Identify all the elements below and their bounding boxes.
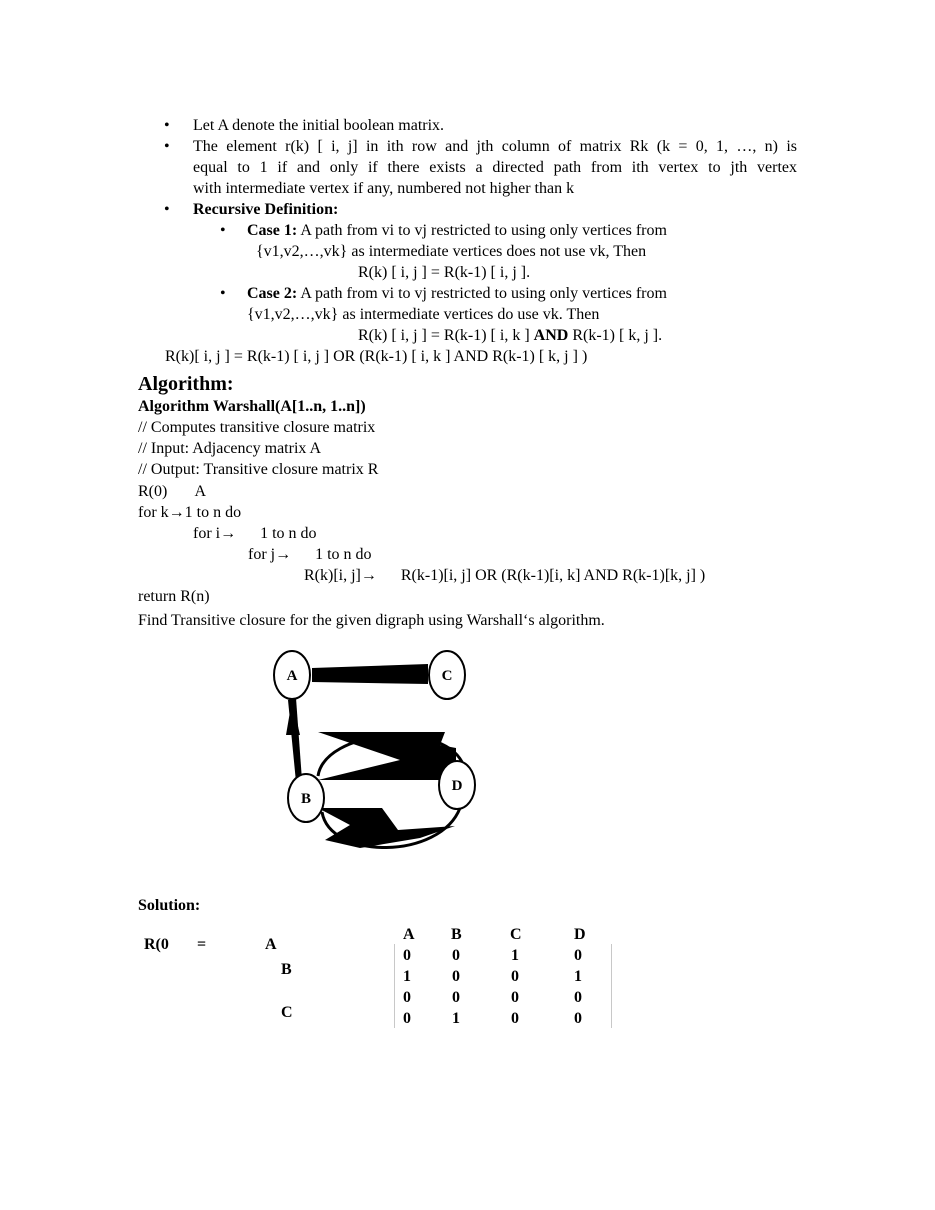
edge-b-d-upper-head <box>318 732 456 780</box>
bullet-dot: • <box>220 285 226 302</box>
node-C <box>429 651 465 699</box>
matrix-cell: 1 <box>574 968 582 985</box>
matrix-cell: 0 <box>574 947 582 964</box>
matrix-cell: 0 <box>511 989 519 1006</box>
edge-d-b-lower-head <box>318 808 455 848</box>
matrix-cell: 1 <box>452 1010 460 1027</box>
bullet-dot: • <box>164 117 170 134</box>
node-label-c: C <box>441 668 453 684</box>
node-label-d: D <box>451 778 463 794</box>
recursive-definition-heading: Recursive Definition: <box>193 201 339 218</box>
row-label-b: B <box>281 961 292 978</box>
algorithm-heading: Algorithm: <box>138 373 234 395</box>
matrix-cell: 1 <box>511 947 519 964</box>
algorithm-return: return R(n) <box>138 588 210 605</box>
matrix-cell: 0 <box>403 989 411 1006</box>
matrix-cell: 1 <box>403 968 411 985</box>
case2-formula-and: AND <box>533 327 569 344</box>
matrix-cell: 0 <box>403 947 411 964</box>
solution-heading: Solution: <box>138 897 201 914</box>
algorithm-for-j: for j→ 1 to n do <box>248 546 372 563</box>
bullet-element-line3: with intermediate vertex if any, numbered not higher than k <box>193 180 575 197</box>
case2-line2: {v1,v2,…,vk} as intermediate vertices do use vk. Then <box>247 306 600 323</box>
algorithm-body: R(k)[i, j]→ R(k-1)[i, j] OR (R(k-1)[i, k] AND R(k-1)[k, j] ) <box>304 567 706 584</box>
row-label-c: C <box>281 1004 293 1021</box>
case1-line2: {v1,v2,…,vk} as intermediate vertices does not use vk, Then <box>256 243 647 260</box>
bullet-element-line1: The element r(k) [ i, j] in ith row and jth column of matrix Rk (k = 0, 1, …, n) is <box>193 138 797 155</box>
bullet-dot: • <box>164 138 170 155</box>
col-header-d: D <box>574 926 586 943</box>
matrix-cell: 0 <box>574 989 582 1006</box>
algorithm-comment-1: // Computes transitive closure matrix <box>138 419 376 436</box>
algorithm-for-k: for k→1 to n do <box>138 504 242 521</box>
algorithm-comment-2: // Input: Adjacency matrix A <box>138 440 322 457</box>
bullet-dot: • <box>220 222 226 239</box>
algorithm-for-i: for i→ 1 to n do <box>193 525 317 542</box>
node-A <box>274 651 310 699</box>
col-header-b: B <box>451 926 462 943</box>
bullet-dot: • <box>164 201 170 218</box>
algorithm-comment-3: // Output: Transitive closure matrix R <box>138 461 379 478</box>
matrix-cell: 0 <box>403 1010 411 1027</box>
matrix-cell: 0 <box>511 1010 519 1027</box>
r0-label: R(0 <box>144 936 169 953</box>
matrix-right-bracket <box>611 944 612 1028</box>
node-B <box>288 774 324 822</box>
case1-label: Case 1: <box>247 222 298 239</box>
matrix-cell: 0 <box>452 968 460 985</box>
edge-b-a <box>286 698 302 782</box>
case2-formula-left: R(k) [ i, j ] = R(k-1) [ i, k ] <box>358 327 534 344</box>
case2-text: A path from vi to vj restricted to using only vertices from <box>297 285 667 302</box>
matrix-cell: 0 <box>452 947 460 964</box>
col-header-a: A <box>403 926 415 943</box>
matrix-cell: 0 <box>511 968 519 985</box>
problem-statement: Find Transitive closure for the given digraph using Warshall‘s algorithm. <box>138 612 605 629</box>
case1-text: A path from vi to vj restricted to using only vertices from <box>297 222 667 239</box>
node-label-a: A <box>286 668 298 684</box>
bullet-initial-matrix: Let A denote the initial boolean matrix. <box>193 117 445 134</box>
matrix-cell: 0 <box>574 1010 582 1027</box>
matrix-left-bracket <box>394 944 395 1028</box>
node-D <box>439 761 475 809</box>
matrix-cell: 0 <box>452 989 460 1006</box>
algorithm-r0-line: R(0) A <box>138 483 206 500</box>
edge-a-c <box>312 664 428 684</box>
case2-formula-right: R(k-1) [ k, j ]. <box>568 327 663 344</box>
node-label-b: B <box>300 791 312 807</box>
case2-label: Case 2: <box>247 285 298 302</box>
case1-formula: R(k) [ i, j ] = R(k-1) [ i, j ]. <box>358 264 531 281</box>
col-header-c: C <box>510 926 522 943</box>
bullet-element-line2: equal to 1 if and only if there exists a directed path from ith vertex to jth vertex <box>193 159 797 176</box>
combined-formula: R(k)[ i, j ] = R(k-1) [ i, j ] OR (R(k-1) [ i, k ] AND R(k-1) [ k, j ] ) <box>165 348 588 365</box>
row-label-a: A <box>265 936 277 953</box>
equals-sign: = <box>197 936 207 953</box>
algorithm-title: Algorithm Warshall(A[1..n, 1..n]) <box>138 398 366 415</box>
